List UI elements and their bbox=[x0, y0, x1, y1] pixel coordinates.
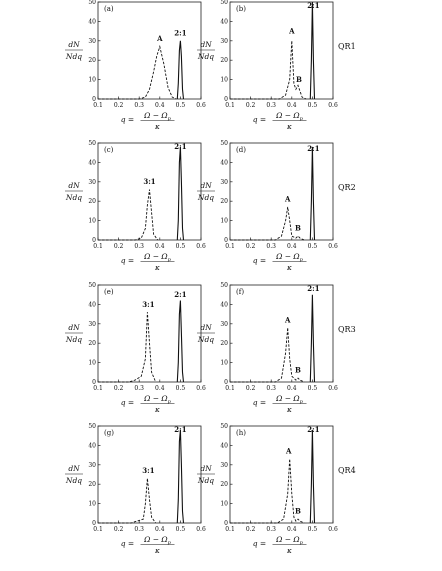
x-tick-label: 0.3 bbox=[134, 102, 144, 109]
x-tick-label: 0.5 bbox=[175, 385, 186, 392]
y-label-denominator: Ndq bbox=[197, 476, 215, 485]
y-label-denominator: Ndq bbox=[197, 193, 215, 202]
y-tick-label: 40 bbox=[220, 159, 228, 167]
peak-label: 2:1 bbox=[307, 425, 320, 434]
x-tick-label: 0.4 bbox=[287, 243, 297, 250]
x-tick-label: 0.2 bbox=[245, 243, 256, 250]
peak-label: 2:1 bbox=[174, 425, 187, 434]
y-label-denominator: Ndq bbox=[65, 52, 83, 61]
panel-label: (d) bbox=[236, 146, 246, 154]
x-tick-label: 0.4 bbox=[287, 526, 297, 533]
y-label-numerator: dN bbox=[200, 181, 212, 190]
panel-label: (h) bbox=[236, 429, 246, 437]
y-tick-label: 50 bbox=[220, 0, 228, 6]
x-tick-label: 0.1 bbox=[93, 102, 103, 109]
x-label-lhs: q = bbox=[252, 115, 267, 124]
x-axis-label bbox=[253, 535, 307, 555]
series-line-dashed bbox=[230, 207, 304, 240]
y-tick-label: 10 bbox=[88, 76, 96, 84]
y-tick-label: 50 bbox=[88, 423, 96, 430]
y-tick-label: 10 bbox=[88, 500, 96, 508]
series-line-solid bbox=[177, 41, 183, 99]
series-line-dashed bbox=[98, 312, 156, 382]
y-label-numerator: dN bbox=[68, 323, 80, 332]
series-line-dashed bbox=[98, 478, 156, 523]
y-label-numerator: dN bbox=[200, 40, 212, 49]
y-tick-label: 20 bbox=[88, 481, 96, 489]
x-tick-label: 0.6 bbox=[196, 102, 206, 109]
y-tick-label: 30 bbox=[88, 178, 96, 186]
panel-g bbox=[65, 423, 206, 555]
y-axis-label bbox=[65, 40, 83, 61]
panel-d bbox=[197, 140, 356, 272]
y-axis-label bbox=[197, 323, 215, 344]
y-label-denominator: Ndq bbox=[65, 193, 83, 202]
y-tick-label: 20 bbox=[220, 340, 228, 348]
x-label-lhs: q = bbox=[120, 256, 135, 265]
plot-frame bbox=[230, 2, 333, 99]
x-axis-label bbox=[253, 394, 307, 414]
x-label-numerator: $\Omega - \Omega_p$ bbox=[276, 394, 303, 405]
y-tick-label: 0 bbox=[92, 520, 96, 527]
x-label-denominator: κ bbox=[287, 263, 292, 272]
y-tick-label: 40 bbox=[88, 442, 96, 450]
y-label-denominator: Ndq bbox=[65, 476, 83, 485]
y-axis-label bbox=[197, 40, 215, 61]
y-tick-label: 50 bbox=[220, 423, 228, 430]
plot-frame bbox=[98, 2, 201, 99]
series-line-dashed bbox=[230, 459, 304, 523]
y-tick-label: 30 bbox=[88, 461, 96, 469]
x-tick-label: 0.5 bbox=[175, 102, 186, 109]
y-label-denominator: Ndq bbox=[197, 335, 215, 344]
x-axis-label bbox=[253, 252, 307, 272]
x-tick-label: 0.2 bbox=[113, 385, 124, 392]
x-tick-label: 0.1 bbox=[93, 385, 103, 392]
y-tick-label: 0 bbox=[224, 237, 228, 244]
x-tick-label: 0.5 bbox=[307, 102, 318, 109]
x-tick-label: 0.3 bbox=[266, 243, 276, 250]
peak-label: 3:1 bbox=[142, 299, 155, 309]
y-tick-label: 50 bbox=[88, 282, 96, 289]
y-axis-label bbox=[197, 464, 215, 485]
y-label-denominator: Ndq bbox=[65, 335, 83, 344]
x-tick-label: 0.3 bbox=[134, 243, 144, 250]
peak-label: 3:1 bbox=[142, 466, 155, 475]
x-tick-label: 0.3 bbox=[134, 385, 144, 392]
x-tick-label: 0.6 bbox=[196, 385, 206, 392]
x-tick-label: 0.5 bbox=[307, 526, 318, 533]
y-tick-label: 0 bbox=[224, 96, 228, 103]
y-tick-label: 20 bbox=[220, 198, 228, 206]
x-tick-label: 0.6 bbox=[196, 243, 206, 250]
panel-label: (g) bbox=[104, 429, 114, 437]
panel-f bbox=[197, 282, 356, 414]
y-tick-label: 0 bbox=[224, 379, 228, 386]
y-label-denominator: Ndq bbox=[197, 52, 215, 61]
row-label: QR3 bbox=[338, 325, 356, 334]
y-tick-label: 0 bbox=[92, 379, 96, 386]
y-axis-label bbox=[65, 464, 83, 485]
peak-label: A bbox=[157, 34, 163, 44]
peak-label: 3:1 bbox=[143, 177, 156, 187]
series-line-solid bbox=[177, 147, 183, 240]
y-tick-label: 50 bbox=[220, 282, 228, 289]
y-tick-label: 10 bbox=[88, 217, 96, 225]
x-label-numerator: $\Omega - \Omega_p$ bbox=[144, 252, 171, 263]
x-axis-label bbox=[121, 111, 175, 131]
plot-frame bbox=[98, 143, 201, 240]
y-tick-label: 20 bbox=[220, 57, 228, 65]
x-tick-label: 0.3 bbox=[266, 102, 276, 109]
y-tick-label: 40 bbox=[220, 301, 228, 309]
x-tick-label: 0.2 bbox=[113, 526, 124, 533]
peak-label: 2:1 bbox=[174, 290, 187, 300]
y-tick-label: 10 bbox=[88, 359, 96, 367]
y-label-numerator: dN bbox=[68, 40, 80, 49]
row-label: QR4 bbox=[338, 466, 356, 475]
x-tick-label: 0.1 bbox=[225, 526, 235, 533]
series-line-dashed bbox=[230, 41, 306, 99]
peak-label: 2:1 bbox=[307, 1, 320, 10]
x-label-numerator: $\Omega - \Omega_p$ bbox=[276, 535, 303, 546]
panel-label: (b) bbox=[236, 5, 246, 13]
peak-label: A bbox=[284, 194, 291, 204]
y-axis-label bbox=[65, 323, 83, 344]
x-tick-label: 0.1 bbox=[93, 526, 103, 533]
peak-label: 2:1 bbox=[174, 28, 187, 38]
y-tick-label: 0 bbox=[92, 237, 96, 244]
y-tick-label: 30 bbox=[88, 37, 96, 45]
y-tick-label: 20 bbox=[88, 340, 96, 348]
y-label-numerator: dN bbox=[200, 323, 212, 332]
x-tick-label: 0.2 bbox=[245, 526, 256, 533]
series-line-solid bbox=[177, 301, 183, 383]
y-tick-label: 50 bbox=[220, 140, 228, 147]
x-tick-label: 0.4 bbox=[155, 102, 165, 109]
x-tick-label: 0.4 bbox=[287, 102, 297, 109]
x-axis-label bbox=[253, 111, 307, 131]
y-tick-label: 20 bbox=[88, 198, 96, 206]
peak-label: A bbox=[289, 26, 295, 36]
x-tick-label: 0.6 bbox=[328, 243, 338, 250]
x-label-denominator: κ bbox=[155, 405, 160, 414]
x-tick-label: 0.2 bbox=[245, 385, 256, 392]
series-line-solid bbox=[177, 430, 183, 523]
x-label-denominator: κ bbox=[287, 405, 292, 414]
series-line-dashed bbox=[230, 328, 304, 382]
plot-frame bbox=[230, 426, 333, 523]
x-tick-label: 0.2 bbox=[113, 102, 124, 109]
x-tick-label: 0.5 bbox=[175, 526, 186, 533]
y-tick-label: 50 bbox=[88, 0, 96, 6]
panel-a bbox=[65, 0, 206, 131]
x-label-denominator: κ bbox=[155, 263, 160, 272]
x-tick-label: 0.1 bbox=[225, 102, 235, 109]
x-tick-label: 0.2 bbox=[245, 102, 256, 109]
y-tick-label: 50 bbox=[88, 140, 96, 147]
x-label-lhs: q = bbox=[252, 256, 267, 265]
y-tick-label: 10 bbox=[220, 359, 228, 367]
peak-label: B bbox=[295, 365, 301, 375]
x-label-lhs: q = bbox=[120, 115, 135, 124]
x-label-lhs: q = bbox=[120, 539, 135, 548]
x-tick-label: 0.1 bbox=[93, 243, 103, 250]
x-tick-label: 0.4 bbox=[155, 526, 165, 533]
y-tick-label: 20 bbox=[88, 57, 96, 65]
x-tick-label: 0.2 bbox=[113, 243, 124, 250]
x-axis-label bbox=[121, 252, 175, 272]
peak-label: 2:1 bbox=[174, 142, 187, 151]
x-tick-label: 0.4 bbox=[155, 243, 165, 250]
x-tick-label: 0.6 bbox=[196, 526, 206, 533]
x-label-numerator: $\Omega - \Omega_p$ bbox=[144, 535, 171, 546]
y-tick-label: 40 bbox=[220, 442, 228, 450]
y-tick-label: 40 bbox=[88, 159, 96, 167]
x-label-denominator: κ bbox=[287, 122, 292, 131]
peak-label: A bbox=[284, 315, 291, 325]
series-line-dashed bbox=[98, 47, 176, 99]
y-tick-label: 40 bbox=[220, 18, 228, 26]
x-tick-label: 0.1 bbox=[225, 243, 235, 250]
x-label-lhs: q = bbox=[252, 398, 267, 407]
x-tick-label: 0.4 bbox=[155, 385, 165, 392]
x-axis-label bbox=[121, 535, 175, 555]
x-tick-label: 0.4 bbox=[287, 385, 297, 392]
panel-label: (c) bbox=[104, 146, 114, 154]
panel-c bbox=[65, 140, 206, 272]
x-tick-label: 0.6 bbox=[328, 526, 338, 533]
x-tick-label: 0.5 bbox=[175, 243, 186, 250]
y-tick-label: 30 bbox=[220, 178, 228, 186]
x-tick-label: 0.5 bbox=[307, 243, 318, 250]
panel-label: (f) bbox=[236, 288, 245, 296]
y-tick-label: 30 bbox=[220, 461, 228, 469]
y-tick-label: 10 bbox=[220, 500, 228, 508]
peak-label: 2:1 bbox=[307, 144, 320, 154]
series-line-solid bbox=[310, 295, 314, 382]
series-line-solid bbox=[310, 147, 314, 240]
y-tick-label: 40 bbox=[88, 301, 96, 309]
x-label-numerator: $\Omega - \Omega_p$ bbox=[276, 252, 303, 263]
x-label-denominator: κ bbox=[155, 546, 160, 555]
x-label-lhs: q = bbox=[120, 398, 135, 407]
x-label-numerator: $\Omega - \Omega_p$ bbox=[276, 111, 303, 122]
peak-label: B bbox=[296, 74, 302, 84]
panel-h bbox=[197, 423, 356, 555]
peak-label: B bbox=[295, 223, 301, 233]
panel-label: (a) bbox=[104, 5, 114, 13]
y-axis-label bbox=[197, 181, 215, 202]
series-line-dashed bbox=[98, 190, 158, 240]
peak-label: B bbox=[295, 506, 301, 516]
peak-label: A bbox=[285, 446, 292, 456]
y-tick-label: 20 bbox=[220, 481, 228, 489]
y-tick-label: 0 bbox=[92, 96, 96, 103]
y-tick-label: 30 bbox=[220, 37, 228, 45]
panel-b bbox=[197, 0, 356, 131]
y-tick-label: 30 bbox=[88, 320, 96, 328]
y-tick-label: 10 bbox=[220, 217, 228, 225]
y-label-numerator: dN bbox=[68, 464, 80, 473]
x-tick-label: 0.3 bbox=[134, 526, 144, 533]
series-line-solid bbox=[310, 430, 314, 523]
x-label-denominator: κ bbox=[287, 546, 292, 555]
row-label: QR1 bbox=[338, 42, 356, 51]
x-label-numerator: $\Omega - \Omega_p$ bbox=[144, 111, 171, 122]
x-tick-label: 0.3 bbox=[266, 385, 276, 392]
panel-e bbox=[65, 282, 206, 414]
x-tick-label: 0.1 bbox=[225, 385, 235, 392]
y-axis-label bbox=[65, 181, 83, 202]
x-label-denominator: κ bbox=[155, 122, 160, 131]
x-axis-label bbox=[121, 394, 175, 414]
y-label-numerator: dN bbox=[68, 181, 80, 190]
y-tick-label: 30 bbox=[220, 320, 228, 328]
x-tick-label: 0.5 bbox=[307, 385, 318, 392]
series-line-solid bbox=[310, 2, 314, 99]
x-tick-label: 0.6 bbox=[328, 385, 338, 392]
plot-frame bbox=[230, 143, 333, 240]
plot-frame bbox=[230, 285, 333, 382]
x-label-lhs: q = bbox=[252, 539, 267, 548]
x-tick-label: 0.3 bbox=[266, 526, 276, 533]
x-label-numerator: $\Omega - \Omega_p$ bbox=[144, 394, 171, 405]
peak-label: 2:1 bbox=[307, 284, 320, 293]
y-tick-label: 0 bbox=[224, 520, 228, 527]
row-label: QR2 bbox=[338, 183, 356, 192]
y-tick-label: 10 bbox=[220, 76, 228, 84]
panel-label: (e) bbox=[104, 288, 114, 296]
y-tick-label: 40 bbox=[88, 18, 96, 26]
x-tick-label: 0.6 bbox=[328, 102, 338, 109]
y-label-numerator: dN bbox=[200, 464, 212, 473]
